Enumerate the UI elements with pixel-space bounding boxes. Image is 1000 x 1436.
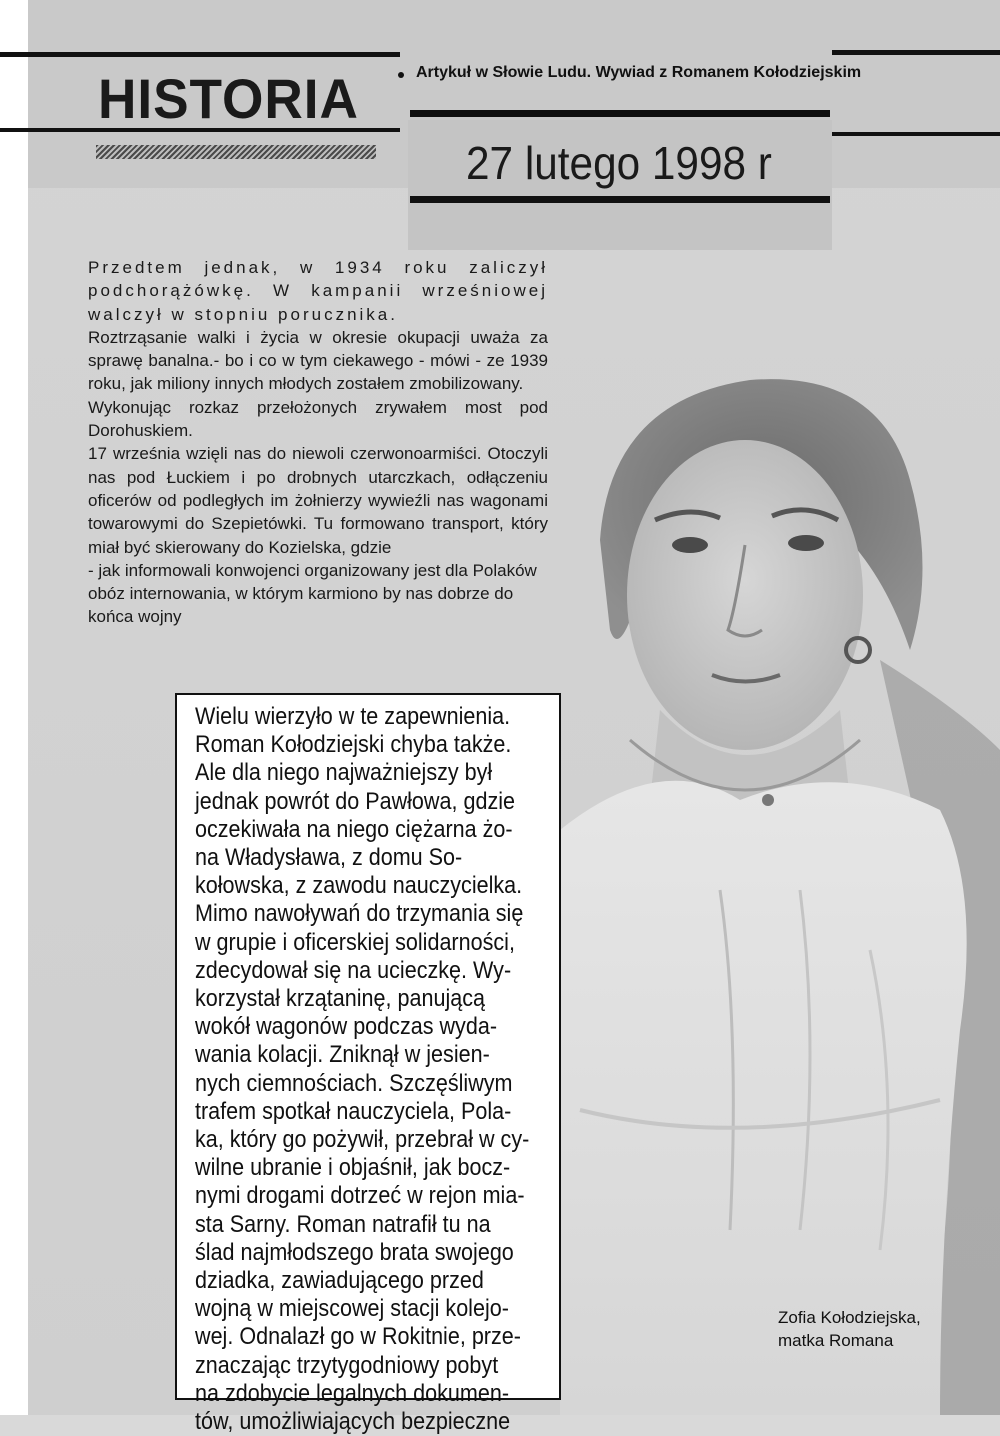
header-rule <box>0 52 400 57</box>
clipping-line: dziadka, zawiadującego przed <box>195 1267 484 1295</box>
clipping-line: ślad najmłodszego brata swojego <box>195 1238 514 1266</box>
clipping-line: w grupie i oficerskiej solidarności, <box>195 928 515 956</box>
clipping-line: oczekiwała na niego ciężarna żo- <box>195 815 513 843</box>
section-title: HISTORIA <box>98 67 359 130</box>
header-rule <box>410 196 830 203</box>
clipping-line: jednak powrót do Pawłowa, gdzie <box>195 787 516 815</box>
bullet-dot <box>398 72 404 78</box>
header-rule <box>832 132 1000 136</box>
clipping-line: zdecydował się na ucieczkę. Wy- <box>195 956 512 984</box>
clipping-line: Wielu wierzyło w te zapewnienia. <box>195 703 511 730</box>
section-title-hatch <box>96 145 376 159</box>
clipping-line: Ale dla niego najważniejszy był <box>195 759 493 787</box>
body-paragraph: Roztrząsanie walki i życia w okresie okupacji uważa za sprawę banalna.- bo i co w tym ciekawego - mówi - ze 1939 roku, jak miliony innych młodych zostałem zmobilizowany. <box>88 327 548 394</box>
clipping-line: tów, umożliwiających bezpieczne <box>195 1408 511 1436</box>
clipping-line: nymi drogami dotrzeć w rejon mia- <box>195 1182 525 1210</box>
clipping-line: na zdobycie legalnych dokumen- <box>195 1379 510 1407</box>
clipping-line: sta Sarny. Roman natrafił tu na <box>195 1210 491 1238</box>
left-margin-strip <box>0 0 28 1415</box>
clipping-line: wojną w miejscowej stacji kolejo- <box>195 1295 509 1323</box>
clipping-line: ka, który go pożywił, przebrał w cy- <box>195 1126 530 1154</box>
clipping-line: wania kolacji. Zniknął w jesien- <box>195 1041 490 1069</box>
article-date: 27 lutego 1998 r <box>466 137 772 189</box>
body-paragraph: Wykonując rozkaz przełożonych zrywałem most pod Dorohuskiem. <box>88 397 548 441</box>
header-rule <box>832 50 1000 55</box>
clipping-line: Mimo nawoływań do trzymania się <box>195 900 524 928</box>
portrait-photo <box>540 330 1000 1415</box>
newspaper-clipping <box>175 693 561 1436</box>
caption-line: matka Romana <box>778 1331 894 1350</box>
caption-line: Zofia Kołodziejska, <box>778 1308 921 1327</box>
clipping-line: trafem spotkał nauczyciela, Pola- <box>195 1097 512 1125</box>
clipping-line: korzystał krzątaninę, panującą <box>195 985 486 1013</box>
clipping-line: wej. Odnalazł go w Rokitnie, prze- <box>195 1323 521 1351</box>
clipping-line: kołowska, z zawodu nauczycielka. <box>195 872 523 900</box>
article-subtitle: Artykuł w Słowie Ludu. Wywiad z Romanem Kołodziejskim <box>416 64 862 81</box>
body-paragraph: 17 września wzięli nas do niewoli czerwonoarmiści. Otoczyli nas pod Łuckiem i po drobnych utarczkach, odłączeniu oficerów od podległych im żołnierzy wywieźli nas wagonami towarowymi do Szepietówki. Tu formowano transport, który miał być skierowany do Kozielska, gdzie <box>88 444 548 557</box>
clipping-line: wilne ubranie i objaśnił, jak bocz- <box>195 1154 511 1182</box>
portrait-face <box>627 440 863 750</box>
body-paragraph: - jak informowali konwojenci organizowany jest dla Polaków obóz internowania, w którym karmiono by nas dobrze do końca wojny <box>88 560 537 627</box>
clipping-line: wokół wagonów podczas wyda- <box>195 1013 498 1041</box>
body-text <box>88 256 548 629</box>
clipping-line: Roman Kołodziejski chyba także. <box>195 731 512 759</box>
body-paragraph: Przedtem jednak, w 1934 roku zaliczył podchorążówkę. W kampanii wrześniowej walczył w stopniu porucznika. <box>88 258 548 324</box>
clipping-line: na Władysława, z domu So- <box>195 844 463 872</box>
clipping-line: nych ciemnościach. Szczęśliwym <box>195 1069 513 1097</box>
header-rule <box>410 110 830 117</box>
photo-caption <box>778 1306 921 1352</box>
clipping-line: znaczając trzytygodniowy pobyt <box>195 1351 499 1379</box>
